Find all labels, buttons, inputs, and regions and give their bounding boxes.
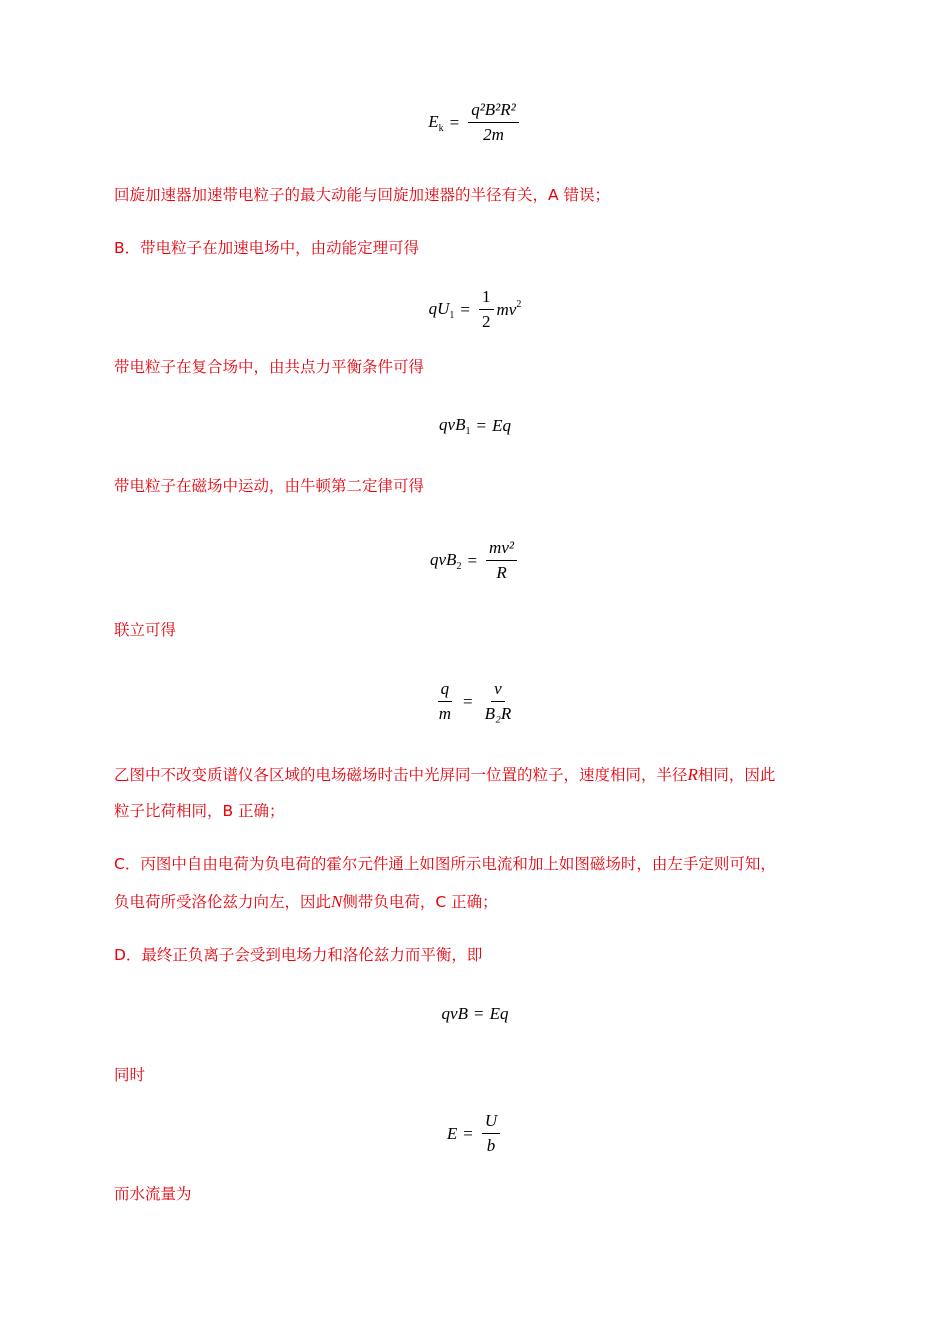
paragraph-b-conclusion-line1: 乙图中不改变质谱仪各区域的电场磁场时击中光屏同一位置的粒子，速度相同，半径R相同，因此 [114,765,776,784]
equation-newton-second-law: qvB$_2$ = $\frac{\text{mv²}}{R}$ [0,538,950,583]
paragraph-meanwhile: 同时 [114,1066,146,1084]
paragraph-newton-second-law: 带电粒子在磁场中运动，由牛顿第二定律可得 [114,477,425,495]
paragraph-force-balance: 带电粒子在复合场中，由共点力平衡条件可得 [114,358,425,376]
paragraph-a-conclusion: 回旋加速器加速带电粒子的最大动能与回旋加速器的半径有关，A 错误； [114,186,611,204]
paragraph-c-line2: 负电荷所受洛伦兹力向左，因此N侧带负电荷，C 正确； [114,892,498,911]
eq-ek-lhs: $E_k$ [428,111,444,134]
paragraph-flow-rate: 而水流量为 [114,1185,192,1203]
equation-kinetic-energy: $E_k$ = $\frac{\text{q²B²R²}}{2m}$ [0,100,950,145]
paragraph-d-intro: D．最终正负离子会受到电场力和洛伦兹力而平衡，即 [114,946,483,964]
equation-work-energy: $qU_1$ = $\frac{1}{2}$ $mv^2$ [428,287,522,331]
eq-ek-fraction: $\frac{\text{q²B²R²}}{2m}$ [468,100,519,145]
paragraph-b-intro: B．带电粒子在加速电场中，由动能定理可得 [114,239,420,257]
paragraph-c-line1: C．丙图中自由电荷为负电荷的霍尔元件通上如图所示电流和加上如图磁场时，由左手定则可知， [114,855,776,873]
equation-charge-mass-ratio: $\frac{q}{m}$ = $\frac{v}{\text{B₂R}}$ [438,679,512,723]
paragraph-b-conclusion-line2: 粒子比荷相同，B 正确； [114,802,285,820]
equation-field-strength: E = $\frac{U}{b}$ [0,1111,950,1156]
paragraph-combine: 联立可得 [114,621,177,639]
equation-force-balance: qvB$_1$ = Eq [439,415,511,437]
equation-d-balance: qvB = Eq [441,1004,509,1023]
